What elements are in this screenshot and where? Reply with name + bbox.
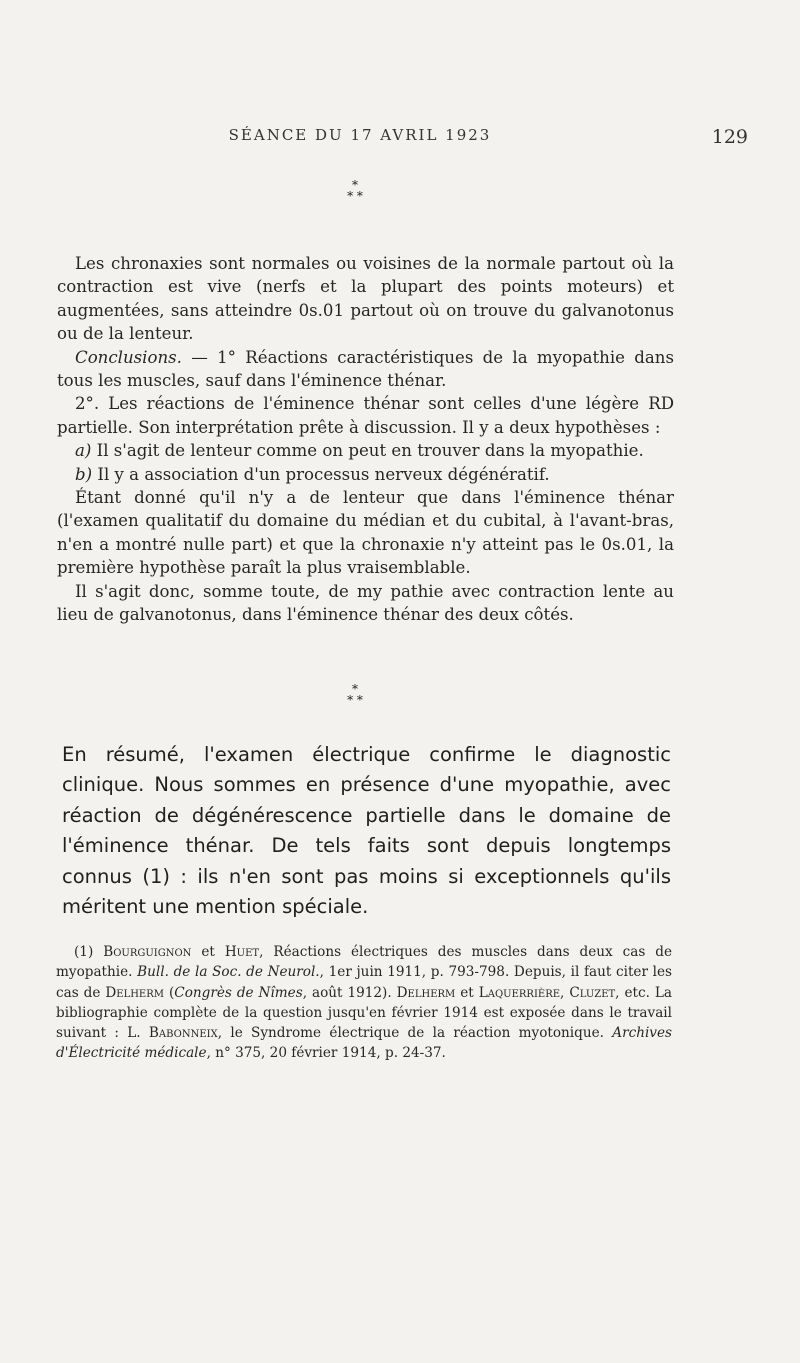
paragraph-hypothesis-a — [57, 439, 674, 462]
footnote-marker: (1) — [74, 944, 104, 960]
page-number: 129 — [711, 126, 748, 148]
author-cluzet: Cluzet — [569, 984, 616, 1001]
journal-archives: Archives d'Électricité médicale — [56, 1025, 672, 1062]
paragraph-hypothesis-b — [57, 463, 674, 486]
footnote-text: , août 1912). — [302, 984, 397, 1001]
paragraph-conclusions — [57, 346, 674, 393]
hypothesis-b-text: Il y a association d'un processus nerveux dégénératif. — [92, 464, 550, 484]
hypothesis-b-label: b) — [75, 464, 93, 484]
asterism-top — [300, 180, 410, 202]
conclusions-label: Conclusions. — [75, 347, 182, 367]
paragraph-second-conclusion: 2°. Les réactions de l'éminence thénar sont celles d'une légère RD partielle. Son interprétation prête à discussion. Il y a deux hypothèses : — [57, 394, 674, 437]
author-laquerriere: Laquerrière — [478, 984, 561, 1001]
hypothesis-a-text: Il s'agit de lenteur comme on peut en trouver dans la myopathie. — [91, 441, 644, 461]
author-delherm: Delherm — [396, 984, 456, 1001]
footnote-text: , n° 375, 20 février 1914, p. 24-37. — [206, 1045, 446, 1062]
author-babonneix: Babonneix — [148, 1025, 218, 1042]
conclusions-text: — 1° Réactions caractéristiques de la myopathie dans tous les muscles, sauf dans l'éminence thénar. — [57, 347, 674, 391]
summary-paragraph: En résumé, l'examen électrique confirme le diagnostic clinique. Nous sommes en présence d'une myopathie, avec réaction de dégénérescence partielle dans le domaine de l'éminence thénar. De tels faits sont depuis longtemps connus (1) : ils n'en sont pas moins si exceptionnels qu'ils méritent une mention spéciale. — [62, 743, 671, 919]
footnote-text: , etc. La bibliographie complète de la question jusqu'en février 1914 est exposée dans le travail suivant : L. — [56, 984, 672, 1042]
footnote-text: et — [455, 984, 479, 1001]
footnote-text: , 1er juin 1911, p. 793-798. Depuis, il faut citer les cas de — [56, 964, 672, 1001]
running-title: SÉANCE DU 17 AVRIL 1923 — [228, 126, 492, 144]
author-delherm: Delherm — [105, 984, 165, 1001]
body-text — [57, 252, 674, 627]
asterism-middle-glyphs: * * * — [347, 682, 363, 707]
footnote — [56, 942, 672, 1064]
asterism-middle — [300, 684, 410, 706]
journal-bull: Bull. de la Soc. de Neurol. — [137, 964, 320, 981]
paragraph-chronaxies: Les chronaxies sont normales ou voisines de la normale partout où la contraction est vive (nerfs et la plupart des points moteurs) et augmentées, sans atteindre 0s.01 partout où on trouve du galvanotonus ou de la lenteur. — [57, 254, 674, 344]
footnote-text: , — [560, 984, 570, 1001]
author-huet: Huet — [224, 944, 260, 960]
author-bourguignon: Bourguignon — [103, 944, 192, 960]
paragraph-somme-toute: Il s'agit donc, somme toute, de my pathie avec contraction lente au lieu de galvanotonus, dans l'éminence thénar des deux côtés. — [57, 581, 674, 625]
asterism-top-glyphs: * * * — [347, 178, 363, 203]
footnote-paragraph — [56, 942, 672, 1064]
congress-nimes: Congrès de Nîmes — [174, 984, 303, 1001]
paragraph-etant-donne: Étant donné qu'il n'y a de lenteur que dans l'éminence thénar (l'examen qualitatif du domaine du médian et du cubital, à l'avant-bras, n'en a montré nulle part) et que la chronaxie n'y atteint pas le 0s.01, la première hypothèse paraît la plus vraisemblable. — [57, 488, 674, 578]
footnote-text: , le Syndrome électrique de la réaction myotonique. — [217, 1025, 613, 1042]
summary-section — [62, 740, 671, 922]
footnote-text: ( — [164, 984, 175, 1001]
running-head — [0, 126, 800, 152]
hypothesis-a-label: a) — [75, 441, 92, 461]
footnote-text: et — [191, 944, 225, 960]
footnote-text: , Réactions électriques des muscles dans deux cas de myopathie. — [56, 944, 672, 981]
